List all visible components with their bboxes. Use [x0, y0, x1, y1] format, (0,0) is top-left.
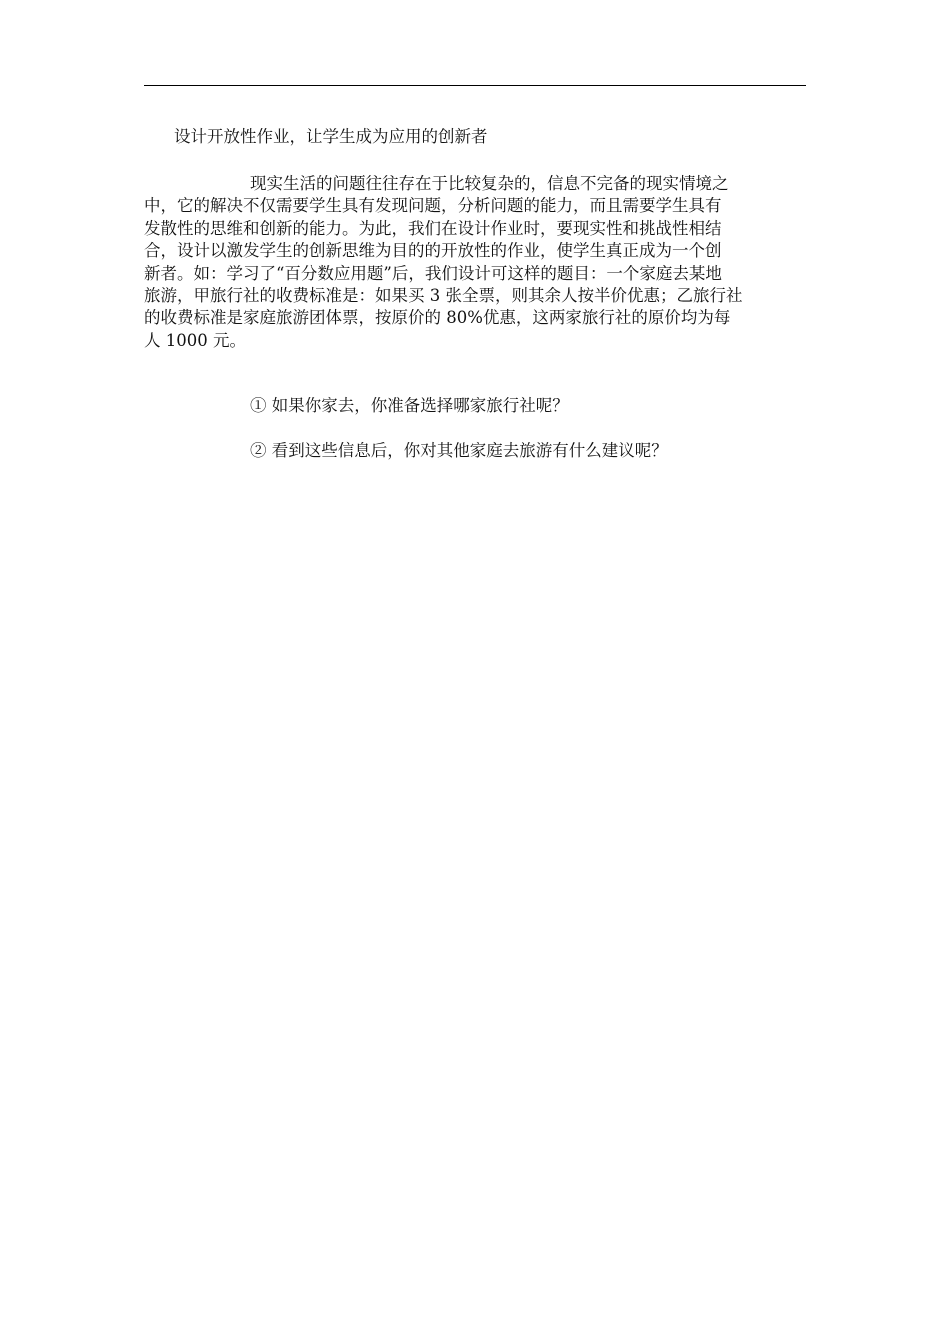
question-item: ① 如果你家去，你准备选择哪家旅行社呢？: [250, 396, 569, 415]
section-heading: 设计开放性作业，让学生成为应用的创新者: [174, 127, 488, 146]
paragraph-line: 旅游，甲旅行社的收费标准是：如果买 3 张全票，则其余人按半价优惠；乙旅行社: [144, 285, 743, 305]
header-rule: [144, 85, 806, 86]
paragraph-line: 中，它的解决不仅需要学生具有发现问题，分析问题的能力，而且需要学生具有: [144, 196, 722, 216]
paragraph-line: 人 1000 元。: [144, 330, 246, 350]
paragraph-line: 合，设计以激发学生的创新思维为目的的开放性的作业，使学生真正成为一个创: [144, 241, 722, 261]
body-paragraph: [144, 173, 806, 352]
paragraph-line: 现实生活的问题往往存在于比较复杂的，信息不完备的现实情境之: [250, 174, 729, 193]
paragraph-line: 发散性的思维和创新的能力。为此，我们在设计作业时，要现实性和挑战性相结: [144, 218, 722, 238]
paragraph-line: 的收费标准是家庭旅游团体票，按原价的 80%优惠，这两家旅行社的原价均为每: [144, 308, 731, 328]
question-item: ② 看到这些信息后，你对其他家庭去旅游有什么建议呢？: [250, 441, 668, 460]
paragraph-line: 新者。如：学习了“百分数应用题”后，我们设计可这样的题目：一个家庭去某地: [144, 263, 722, 283]
